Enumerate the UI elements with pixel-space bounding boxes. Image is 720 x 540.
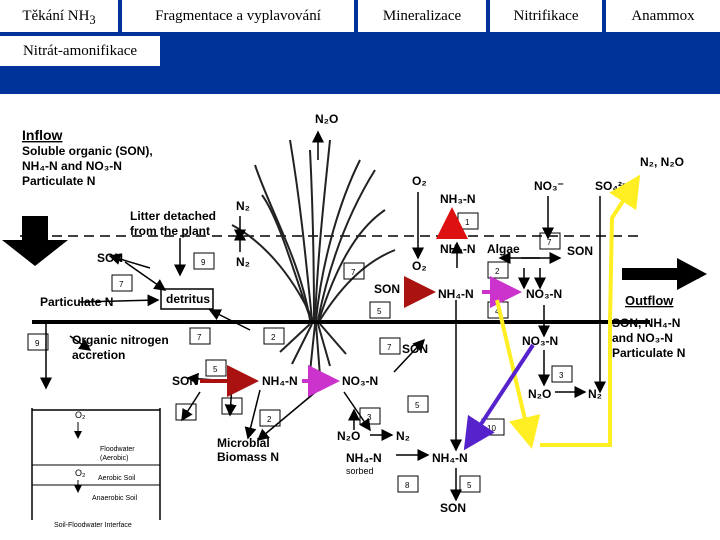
tab-label-subscript: 3: [89, 13, 96, 27]
no3-top-label: NO₃⁻: [534, 179, 564, 193]
diagram-svg: [0, 94, 720, 540]
inflow-big-arrow: [2, 216, 68, 266]
box-6-label: 6: [229, 403, 234, 412]
box-5-bottom-label: 5: [467, 481, 472, 490]
n2-upper-label: N₂: [236, 199, 250, 213]
so4-top-label: SO₄²⁻: [595, 179, 629, 193]
nh4n-sorbed-label: NH₄-N: [346, 451, 382, 465]
algae-label: Algae: [487, 242, 520, 256]
n2o-right-label: N₂O: [528, 387, 552, 401]
box-3-right-label: 3: [559, 371, 564, 380]
nh4n-lower-label: NH₄-N: [262, 374, 298, 388]
box-7-lower-label: 7: [183, 409, 188, 418]
inset-anaerobic-soil: Anaerobic Soil: [92, 495, 138, 502]
inflow-line-1: Soluble organic (SON),: [22, 144, 153, 158]
n2o-top-label: N₂O: [315, 112, 339, 126]
nh4n-mid-label: NH₄-N: [438, 287, 474, 301]
tab-label: Těkání NH: [22, 8, 90, 24]
arrow-microbial-2: [248, 390, 260, 438]
organic-accretion-line-2: accretion: [72, 348, 126, 362]
plant-illustration: [232, 140, 395, 376]
inset-interface-label: Soil-Floodwater Interface: [54, 522, 132, 529]
inset-o2-bottom: O₂: [75, 468, 86, 478]
outflow-big-arrow: [622, 258, 707, 290]
litter-label-1: Litter detached: [130, 209, 217, 223]
outflow-title: Outflow: [625, 293, 674, 308]
box-7-left-label: 7: [119, 280, 124, 289]
n2-n2o-label: N₂, N₂O: [640, 155, 684, 169]
no3n-right-label: NO₃-N: [522, 334, 559, 348]
son-algae-label: SON: [567, 244, 594, 258]
litter-label-2: from the plant: [130, 224, 210, 238]
son-lower-label: SON: [172, 374, 199, 388]
tab-anammox[interactable]: Anammox: [606, 0, 720, 32]
no3n-lower-label: NO₃-N: [342, 374, 379, 388]
box-2-label: 2: [495, 267, 500, 276]
son-root-label: SON: [402, 342, 429, 356]
inset-floodwater-2: (Aerobic): [100, 455, 129, 462]
box-5-right-label: 5: [415, 401, 420, 410]
box-8-label: 8: [405, 481, 410, 490]
inset-floodwater-1: Floodwater: [100, 446, 135, 453]
organic-accretion-line-1: Organic nitrogen: [72, 333, 169, 347]
nitrification-arrows: [302, 292, 518, 381]
tab-mineralization[interactable]: Mineralizace: [358, 0, 486, 32]
tab-nh3-volatilization[interactable]: [0, 0, 118, 32]
no3n-mid-label: NO₃-N: [526, 287, 563, 301]
detritus-label: detritus: [166, 292, 211, 306]
inflow-title: Inflow: [22, 127, 63, 143]
box-2-root-label: 2: [271, 333, 276, 342]
nh4n-bottom-label: NH₄-N: [432, 451, 468, 465]
arrow-no3-to-n2o-low: [344, 392, 370, 430]
n2-mid-label: N₂: [236, 255, 250, 269]
tab-nitrification[interactable]: Nitrifikace: [490, 0, 602, 32]
particulate-label: Particulate N: [40, 295, 114, 309]
nh3n-upper-label: NH₃-N: [440, 192, 476, 206]
box-5-mid-label: 5: [377, 307, 382, 316]
box-7-algae-label: 7: [547, 238, 552, 247]
arrow-son-down: [182, 392, 200, 420]
tab-fragmentation-leaching[interactable]: Fragmentace a vyplavování: [122, 0, 354, 32]
anammox-paths: [497, 178, 638, 445]
box-4-label: 4: [495, 307, 500, 316]
inset-o2-top: O₂: [75, 410, 86, 420]
nh3n-lower-label: NH₃-N: [440, 242, 476, 256]
nitrate-ammonification-arrow: [466, 345, 533, 447]
box-7-root-label: 7: [197, 333, 202, 342]
inset-aerobic-soil: Aerobic Soil: [98, 475, 136, 482]
box-5-lower-label: 5: [213, 365, 218, 374]
box-10-label: 10: [487, 424, 496, 433]
box-1-label: 1: [465, 218, 470, 227]
n2-right-label: N₂: [588, 387, 602, 401]
o2-mid-label: O₂: [412, 259, 427, 273]
box-2-lower-label: 2: [267, 415, 272, 424]
microbial-label-1: Microbial: [217, 436, 270, 450]
n2o-low-label: N₂O: [337, 429, 361, 443]
son-left-label: SON: [97, 251, 124, 265]
son-bottom-label: SON: [440, 501, 467, 515]
header-band: [0, 66, 720, 94]
inflow-line-2: NH₄-N and NO₃-N: [22, 159, 122, 173]
microbial-label-2: Biomass N: [217, 450, 280, 464]
box-3-lower-label: 3: [367, 413, 372, 422]
inflow-line-3: Particulate N: [22, 174, 96, 188]
tab-nitrate-ammonification[interactable]: Nitrát-amonifikace: [0, 36, 160, 66]
sorbed-label: sorbed: [346, 466, 374, 476]
soil-profile-inset: [32, 408, 160, 520]
box-7-mid-label: 7: [351, 268, 356, 277]
outflow-line-3: Particulate N: [612, 346, 686, 360]
outflow-line-1: SON, NH₄-N: [612, 316, 681, 330]
box-9-left-label: 9: [35, 339, 40, 348]
wetland-nitrogen-cycle-diagram: [0, 94, 720, 540]
o2-top-label: O₂: [412, 174, 427, 188]
n2-low-label: N₂: [396, 429, 410, 443]
son-mid-label: SON: [374, 282, 401, 296]
box-7-son-label: 7: [387, 343, 392, 352]
box-9-upper-label: 9: [201, 258, 206, 267]
outflow-line-2: and NO₃-N: [612, 331, 673, 345]
